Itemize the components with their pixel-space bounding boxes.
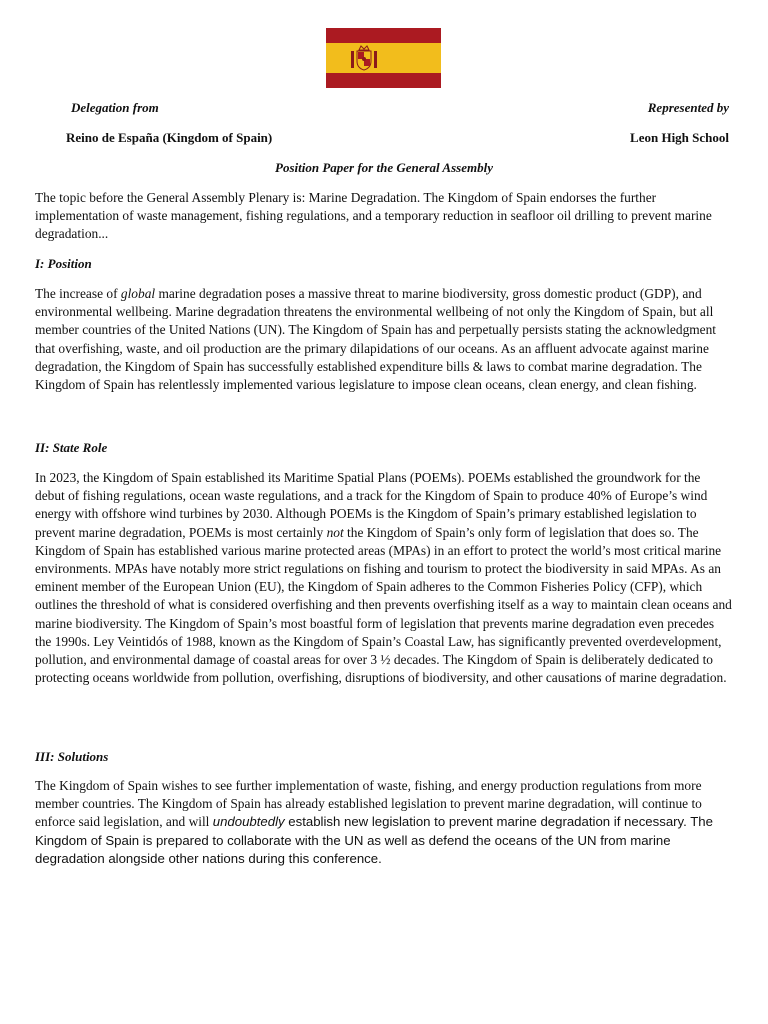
delegation-label: Delegation from [71,100,159,115]
flag-red-stripe-top [326,28,441,43]
flag-yellow-stripe [326,43,441,73]
position-text-end: marine degradation poses a massive threat to marine biodiversity, gross domestic product (GDP), and environmental wellbeing. Marine degradation threatens the environmental wellbeing of not only the Kingdom of Spain, but all member countries of the United Nations (UN). The Kingdom of Spain has and perpetually persists stating the acknowledgment that overfishing, waste, and oil production are the primary dilapidations of our oceans. As an affluent advocate against marine degradation, the Kingdom of Spain has successfully established expenditure bills & laws to combat marine degradation. The Kingdom of Spain has relentlessly implemented various legislature to impose clean oceans, clean energy, and clean fishing. [35,286,717,393]
section-heading-solutions: III: Solutions [35,749,109,764]
country-name: Reino de España (Kingdom of Spain) [66,130,273,145]
intro-text: The topic before the General Assembly Plenary is: Marine Degradation. The Kingdom of Spain endorses the further implementation of waste management, fishing regulations, and a temporary reduction in seafloor oil drilling to prevent marine degradation... [35,190,712,242]
represented-label: Represented by [647,100,729,115]
solutions-text-end: establish new legislation to prevent marine degradation if necessary. The Kingdom of Spain is prepared to collaborate with the UN as well as defend the oceans of the UN from marine degradation alongside other nations during this conference. [35,814,713,866]
school-name: Leon High School [630,130,729,145]
intro-paragraph [35,189,733,244]
solutions-text-start: The Kingdom of Spain wishes to see further implementation of waste, fishing, and energy production regulations from more member countries. The Kingdom of Spain has already established legislation to prevent marine degradation, will continue to enforce said legislation, and will [35,778,702,830]
state-role-emphasis: not [326,524,344,540]
position-paragraph [35,285,733,394]
coat-of-arms-icon [350,44,378,72]
solutions-paragraph [35,777,733,868]
flag-red-stripe-bottom [326,73,441,88]
section-heading-state-role: II: State Role [35,440,108,455]
position-text-start: The increase of [35,286,121,301]
solutions-emphasis: undoubtedly [212,814,285,830]
spain-flag [326,28,441,88]
paper-title: Position Paper for the General Assembly [275,160,493,175]
state-role-text-end: the Kingdom of Spain’s only form of legislation that does so. The Kingdom of Spain has established various marine protected areas (MPAs) in an effort to protect the world’s most critical marine environments. MPAs have notably more strict regulations on fishing and tourism to protect the biodiversity in said MPAs. As an eminent member of the European Union (EU), the Kingdom of Spain adheres to the Common Fisheries Policy (CFP), which outlines the threshold of what is considered overfishing and then prevents overfishing itself as a way to maintain clean oceans and marine biodiversity. The Kingdom of Spain’s most boastful form of legislation that prevents marine degradation even precedes the 1990s. Ley Veintidós of 1988, known as the Kingdom of Spain’s Coastal Law, has significantly prevented overdevelopment, pollution, and environmental damage of coastal areas for over 3 ½ decades. The Kingdom of Spain is deliberately dedicated to protecting oceans worldwide from pollution, overfishing, disruptions of biodiversity, and other causations of marine degradation. [35,524,732,686]
position-emphasis: global [120,286,156,301]
state-role-text-start: In 2023, the Kingdom of Spain established its Maritime Spatial Plans (POEMs). POEMs established the groundwork for the debut of fishing regulations, ocean waste regulations, and a track for the Kingdom of Spain to produce 40% of Europe’s wind energy with offshore wind turbines by 2030. Although POEMs is the Kingdom of Spain’s primary established legislation to prevent marine degradation, POEMs is most certainly [35,470,708,540]
section-heading-position: I: Position [35,256,92,271]
state-role-paragraph [35,469,733,687]
